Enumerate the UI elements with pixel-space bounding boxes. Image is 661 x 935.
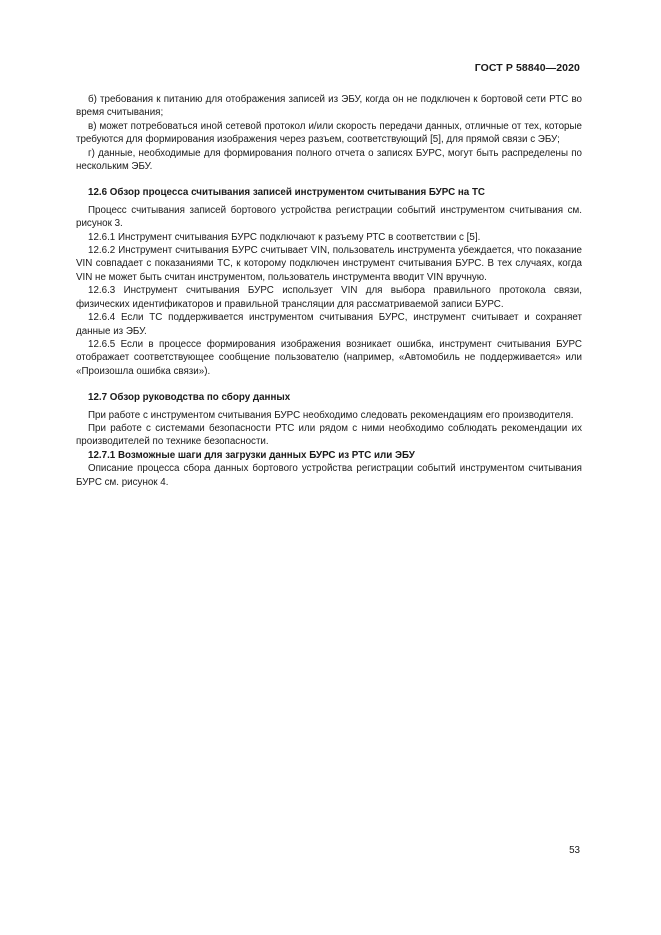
paragraph: При работе с системами безопасности РТС или рядом с ними необходимо соблюдать рекомендации их производителей по технике безопасности.: [76, 422, 582, 448]
list-item-b: б) требования к питанию для отображения записей из ЭБУ, когда он не подключен к бортовой сети РТС во время считывания;: [76, 94, 582, 119]
paragraph: Описание процесса сбора данных бортового устройства регистрации событий инструментом считывания БУРС см. рисунок 4.: [76, 463, 582, 488]
list-item-v: в) может потребоваться иной сетевой протокол и/или скорость передачи данных, отличные от тех, которые требуются для формирования изображения через разъем, соответствующий [5], для прямой связи с ЭБУ;: [76, 120, 582, 146]
clause-12-6-3: 12.6.3 Инструмент считывания БУРС использует VIN для выбора правильного протокола связи, физических идентификаторов и правильной трансляции для рассматриваемой записи БУРС.: [76, 285, 582, 310]
document-body: [76, 93, 582, 489]
section-heading-12-7: 12.7 Обзор руководства по сбору данных: [88, 392, 291, 404]
clause-12-6-1: 12.6.1 Инструмент считывания БУРС подключают к разъему РТС в соответствии с [5].: [88, 231, 481, 243]
clause-12-6-2: 12.6.2 Инструмент считывания БУРС считывает VIN, пользователь инструмента убеждается, что показание VIN совпадает с показаниями ТС, к которому подключен инструмент считывания БУРС. В тех случаях, когда VIN не может быть считан инструментом, пользователь инструмента вводит VIN вручную.: [76, 245, 582, 283]
paragraph: При работе с инструментом считывания БУРС необходимо следовать рекомендациям его производителя.: [88, 409, 574, 421]
section-heading-12-6: 12.6 Обзор процесса считывания записей инструментом считывания БУРС на ТС: [88, 187, 486, 199]
page-number: 53: [569, 845, 580, 856]
clause-12-6-5: 12.6.5 Если в процессе формирования изображения возникает ошибка, инструмент считывания БУРС отображает соответствующее сообщение пользователю (например, «Автомобиль не поддерживается» или «Произошла ошибка связи»).: [76, 338, 582, 377]
list-item-g: г) данные, необходимые для формирования полного отчета о записях БУРС, могут быть распределены по нескольким ЭБУ.: [76, 147, 582, 173]
clause-12-6-4: 12.6.4 Если ТС поддерживается инструментом считывания БУРС, инструмент считывает и сохраняет данные из ЭБУ.: [76, 312, 582, 337]
subsection-heading-12-7-1: 12.7.1 Возможные шаги для загрузки данных БУРС из РТС или ЭБУ: [88, 449, 415, 461]
paragraph: Процесс считывания записей бортового устройства регистрации событий инструментом считывания см. рисунок 3.: [76, 204, 582, 230]
document-header: ГОСТ Р 58840—2020: [474, 62, 580, 74]
